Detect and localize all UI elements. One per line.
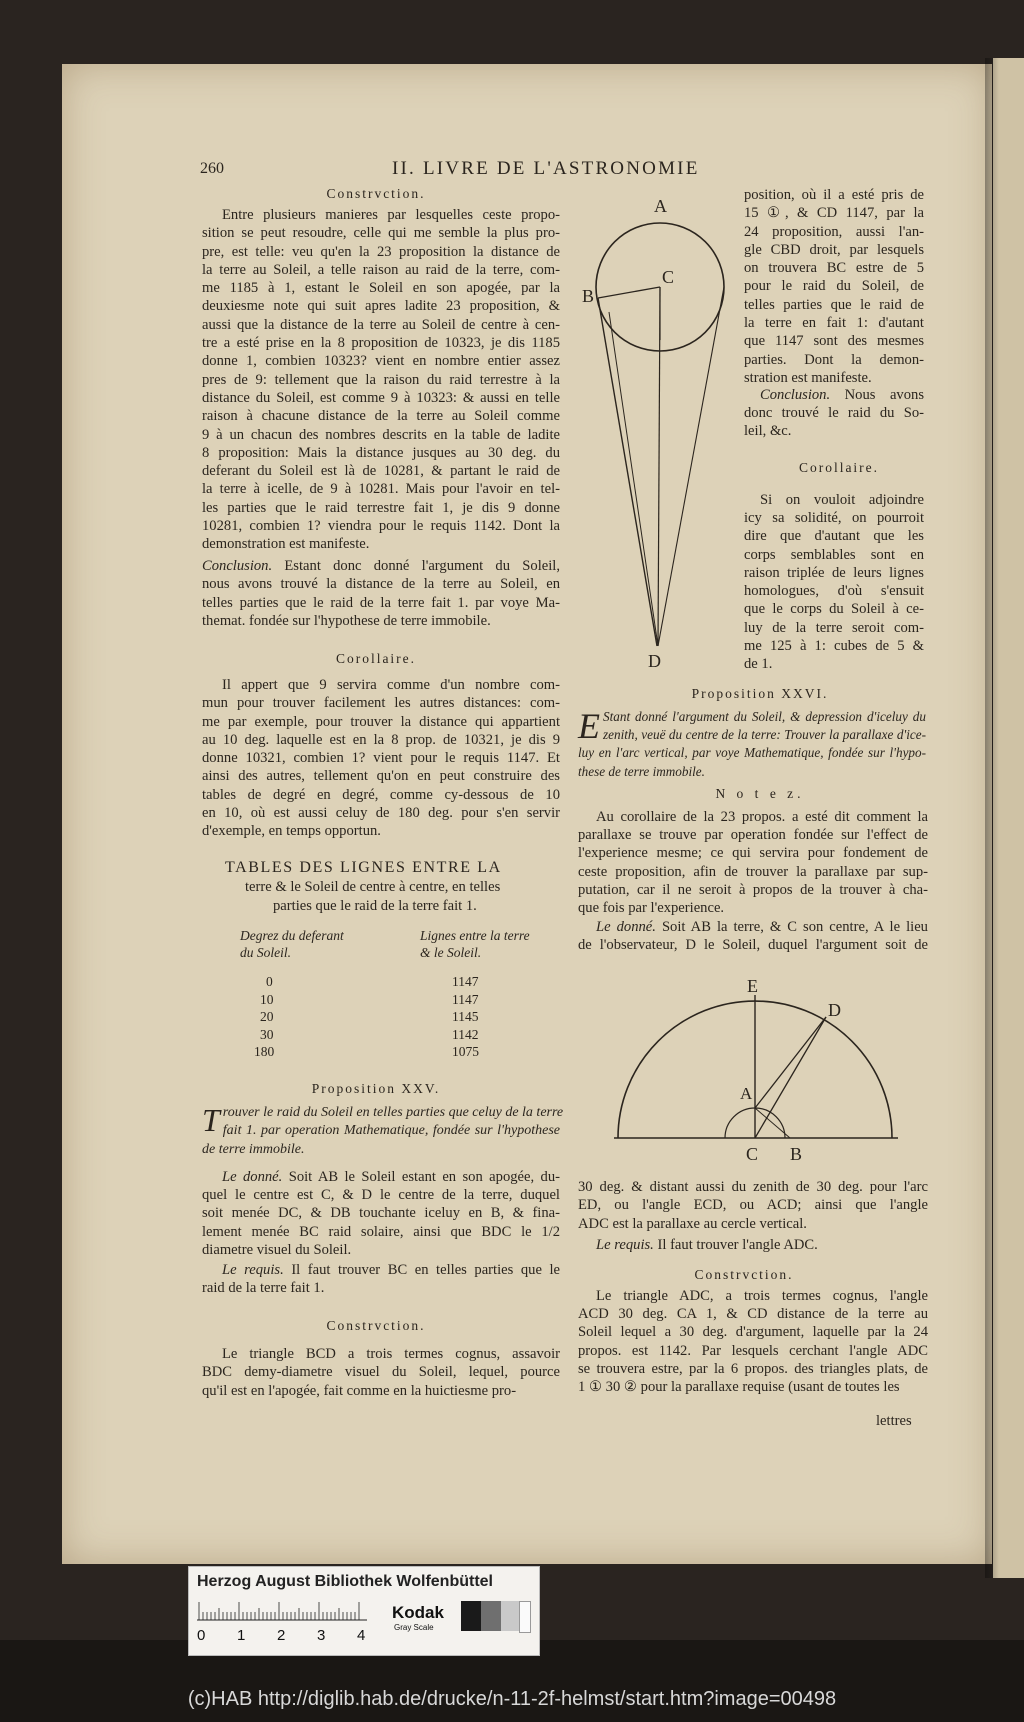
proposition-25-statement — [202, 1102, 564, 1159]
donne-line: Soit AB le Soleil estant en son apogée, du- — [288, 1169, 560, 1185]
text-line: se trouvera estre, par la 6 propos. des triangles plats, de — [578, 1360, 928, 1377]
text-line: aussi que la distance de la terre au Soleil de centre à cen- — [202, 316, 560, 333]
text-line: putation, car il ne seroit à propos de la trouver à cha- — [578, 881, 928, 898]
text-line: pour le raid du Soleil, de — [744, 278, 924, 295]
construction-paragraph-3 — [578, 1305, 928, 1396]
table-cell-distance: 1147 — [452, 991, 479, 1007]
conclusion-line: Estant donc donné l'argument du Soleil, — [284, 558, 560, 574]
ruler-number: 2 — [277, 1627, 286, 1644]
text-line: mun pour trouver facilement les autres distances: com- — [202, 695, 560, 712]
text-line: deferant du Soleil est là de 10281, & partant le raid de — [202, 463, 560, 480]
table-cell-degree: 20 — [260, 1009, 274, 1024]
corollaire-paragraph-2-first — [760, 491, 924, 509]
prop26-line: luy en l'arc vertical, par voye Mathematique, fondée sur l'hypo- — [578, 745, 926, 761]
construction-paragraph-3-first — [596, 1287, 928, 1305]
text-line: icy sa solidité, on pourroit — [744, 510, 924, 526]
color-calibration-card — [188, 1566, 540, 1656]
text-line: corps semblables sont en — [744, 546, 924, 563]
text-line: Il appert que 9 servira comme d'un nombre com- — [222, 677, 560, 693]
table-cell-distance: 1147 — [452, 974, 479, 989]
fig1-label-b: B — [582, 286, 595, 306]
conclusion2-line: donc trouvé le raid du So- — [744, 405, 924, 421]
text-line: propos. est 1142. Par lesquels cerchant l'angle ADC — [578, 1342, 928, 1359]
conclusion-paragraph-2-cont — [744, 404, 924, 441]
distance-table — [240, 928, 540, 1058]
conclusion-label-1: Conclusion. — [202, 558, 273, 574]
notez-heading: N o t e z. — [715, 786, 805, 801]
text-line: pres de 9: tellement que la raison du raid terrestre à la — [202, 371, 560, 388]
figure-sun-earth-tangent — [578, 190, 738, 670]
text-line: ACD 30 deg. CA 1, & CD distance de la terre au — [578, 1306, 928, 1322]
donne-paragraph-2-cont — [578, 936, 928, 954]
ruler-number: 1 — [237, 1627, 246, 1644]
table-cell-degree: 0 — [266, 974, 273, 989]
notez-paragraph — [578, 826, 928, 917]
donne-paragraph-2 — [596, 918, 928, 936]
text-line: ADC est la parallaxe au cercle vertical. — [578, 1215, 807, 1232]
corollaire-paragraph-1 — [202, 676, 560, 841]
requis-paragraph-1 — [222, 1261, 560, 1279]
text-line: que 1147 sont des mesmes — [744, 333, 924, 350]
text-line: la terre au Soleil, a telle raison au raid de la terre, com- — [202, 261, 560, 278]
text-line: en 10, où est aussi celuy de 180 deg. pour s'en servir — [202, 805, 560, 822]
table-col1-header: Degrez du deferant — [240, 928, 344, 943]
text-line: tables de degré en degré, comme cy-dessous de 10 — [202, 786, 560, 803]
ruler-number: 3 — [317, 1627, 326, 1644]
footer-url: (c)HAB http://diglib.hab.de/drucke/n-11-2f-helmst/start.htm?image=00498 — [187, 1688, 837, 1710]
text-line: l'experience mesme; ce qui servira pour fondement de — [578, 845, 928, 862]
donne-label-1: Le donné. — [222, 1169, 283, 1185]
text-line: la terre en fait 1: d'autant — [744, 315, 924, 332]
corollaire-heading-2: Corollaire. — [798, 460, 880, 475]
notez-paragraph-first — [596, 808, 928, 826]
ruler-scale-icon — [197, 1601, 367, 1621]
fig2-label-c: C — [746, 1144, 759, 1164]
text-line: dire que d'autant que les — [744, 528, 924, 545]
gray-patch-white — [519, 1601, 531, 1633]
table-col2-header: & le Soleil. — [420, 945, 482, 960]
donne-label-2: Le donné. — [596, 919, 656, 935]
card-title: Herzog August Bibliothek Wolfenbüttel — [197, 1573, 493, 1590]
text-line: que fois par l'experience. — [578, 900, 725, 917]
requis-label-1: Le requis. — [222, 1262, 284, 1278]
text-line: sition se peut resoudre, celle qui me semble la plus pro- — [202, 225, 560, 242]
conclusion-paragraph-1 — [202, 557, 560, 630]
figure-parallax-semicircle — [600, 968, 920, 1168]
kodak-brand: Kodak — [392, 1603, 444, 1622]
donne-paragraph-1 — [222, 1168, 560, 1186]
requis-paragraph-1-cont — [202, 1279, 560, 1297]
conclusion2-line: leil, &c. — [744, 423, 792, 440]
fig2-label-d: D — [828, 1000, 841, 1020]
table-cell-distance: 1145 — [452, 1009, 479, 1024]
gray-patch-light — [501, 1601, 519, 1631]
text-line: me par exemple, pour trouver la distance qui appartient — [202, 713, 560, 730]
text-line: qu'il est en l'apogée, fait comme en la huictiesme pro- — [202, 1382, 517, 1399]
table-cell-distance: 1142 — [452, 1026, 479, 1042]
text-line: donne 10321, combien 1? vient pour le requis 1147. Et — [202, 750, 560, 767]
text-line: me 125 à 1: cubes de 5 & — [744, 638, 924, 655]
text-line: 9 à un chacun des nombres descrits en la table de ladite — [202, 426, 560, 443]
table-col1-header: du Soleil. — [240, 945, 291, 960]
construction-heading-3: Constrvction. — [694, 1267, 794, 1282]
text-line: raison triplée de leurs lignes — [744, 564, 924, 581]
page-number: 260 — [200, 160, 224, 177]
conclusion-line: themat. fondée sur l'hypothese de terre immobile. — [202, 612, 491, 629]
text-line: les parties que le raid terrestre fait 1, je dis 9 donne — [202, 499, 560, 516]
text-line: 24 proposition, aussi l'an- — [744, 223, 924, 240]
conclusion-label-2: Conclusion. — [760, 387, 831, 403]
donne-line: quel le centre est C, & D le centre de la terre, duquel — [202, 1187, 560, 1203]
text-line: 30 deg. & distant aussi du zenith de 30 deg. pour l'arc — [578, 1179, 928, 1195]
corollaire-heading-1: Corollaire. — [335, 651, 417, 666]
ruler-number: 4 — [357, 1627, 366, 1644]
fig1-label-c: C — [662, 267, 675, 287]
construction3-line: Le triangle ADC, a trois termes cognus, l'angle — [596, 1288, 928, 1304]
dropcap-t: T — [202, 1102, 220, 1138]
donne-line: soit menée DC, & DB touchante iceluy en B, & fina- — [202, 1205, 560, 1222]
donne2-line: de l'observateur, D le Soleil, duquel l'argument soit de — [578, 937, 928, 953]
text-line: tre a esté prise en la 8 proposition de 10323, je dis 1185 — [202, 335, 560, 352]
text-line: donne 1, combien 10323? vient en nombre entier assez — [202, 353, 560, 370]
text-line: 10281, combien 1? viendra pour le requis 1142. Dont la — [202, 518, 560, 535]
prop26-line: these de terre immobile. — [578, 763, 705, 779]
conclusion-paragraph-2 — [760, 386, 924, 404]
corollaire-paragraph-2 — [744, 509, 924, 674]
dropcap-e: E — [578, 706, 600, 746]
construction-paragraph-2 — [202, 1345, 560, 1400]
table-cell-degree: 10 — [260, 991, 274, 1007]
gray-patch-mid — [481, 1601, 501, 1631]
donne2-line: Soit AB la terre, & C son centre, A le lieu — [661, 919, 928, 935]
text-line: Soleil lequel a 30 deg. d'argument, laquelle par la 24 — [578, 1324, 928, 1341]
table-title: TABLES DES LIGNES ENTRE LA — [225, 859, 502, 876]
text-line: deuxiesme note qui suit apres ladite 23 proposition, & — [202, 298, 560, 315]
text-line: BDC demy-diametre visuel du Soleil, lequel, pource — [202, 1364, 560, 1381]
text-line: telles parties que le raid de — [744, 296, 924, 313]
requis-paragraph-2 — [596, 1236, 928, 1254]
prop25-line: de terre immobile. — [202, 1141, 305, 1157]
table-cell-degree: 180 — [254, 1044, 275, 1059]
fig1-label-a: A — [654, 196, 667, 216]
text-line: gle CBD droit, par lesquels — [744, 241, 924, 258]
text-line: distance du Soleil, est comme 9 à 10323: & aussi en telle — [202, 389, 560, 406]
requis-line: Il faut trouver BC en telles parties que le — [291, 1262, 561, 1278]
gray-patch-black — [461, 1601, 481, 1631]
donne-line: lement menée BC raid solaire, ainsi que BDC le 1/2 — [202, 1223, 560, 1240]
text-line: ainsi des autres, tellement qu'on en peut construire des — [202, 768, 560, 785]
text-line: Le triangle BCD a trois termes cognus, assavoir — [222, 1346, 560, 1362]
catchword: lettres — [876, 1413, 912, 1429]
prop26-line: zenith, veuë du centre de la terre: Trouver la parallaxe d'ice- — [603, 727, 926, 743]
fig2-label-a: A — [740, 1084, 753, 1103]
text-line: homologues, d'où s'ensuit — [744, 583, 924, 600]
construction-paragraph-1 — [202, 206, 560, 554]
prop26-line: Stant donné l'argument du Soleil, & depression d'iceluy du — [603, 709, 926, 724]
fig1-label-d: D — [648, 651, 661, 670]
donne-paragraph-1-cont — [202, 1186, 560, 1259]
fig2-label-e: E — [747, 976, 758, 996]
notez-line: Au corollaire de la 23 propos. a esté dit comment la — [596, 809, 928, 825]
prop25-line: rouver le raid du Soleil en telles parties que celuy de la terre — [222, 1105, 564, 1120]
text-line: que le corps du Soleil à ce- — [744, 601, 924, 618]
text-line: on trouvera BC estre de 5 — [744, 260, 924, 277]
proposition-26-heading: Proposition XXVI. — [691, 686, 829, 701]
text-line: luy de la terre seroit com- — [744, 619, 924, 636]
proposition-26-statement — [578, 708, 926, 781]
table-subtitle-2: parties que le raid de la terre fait 1. — [273, 898, 477, 914]
text-line: me 1185 à 1, estant le Soleil en son apogée, par la — [202, 280, 560, 297]
table-col2-header: Lignes entre la terre — [420, 928, 530, 943]
text-line: de 1. — [744, 656, 773, 673]
corollaire2-line: Si on vouloit adjoindre — [760, 492, 924, 508]
text-line: parties. Dont la demon- — [744, 351, 924, 368]
conclusion-line: nous avons trouvé la distance de la terre au Soleil, en — [202, 576, 560, 593]
text-line: parallaxe se trouve par operation fondée sur l'effect de — [578, 827, 928, 843]
text-line: demonstration est manifeste. — [202, 536, 370, 553]
requis-label-2: Le requis. — [596, 1237, 654, 1253]
gutter-shadow — [985, 58, 999, 1578]
construction-heading-1: Constrvction. — [326, 186, 426, 201]
donne-line: diametre visuel du Soleil. — [202, 1241, 352, 1258]
proposition-25-heading: Proposition XXV. — [311, 1081, 441, 1096]
text-line: 15 ①, & CD 1147, par la — [744, 205, 924, 222]
running-head: II. LIVRE DE L'ASTRONOMIE — [392, 158, 700, 179]
prop25-line: fait 1. par operation Mathematique, fondée sur l'hypothese — [222, 1123, 560, 1139]
text-line: au 10 deg. laquelle est en la 8 prop. de 10321, je dis 9 — [202, 731, 560, 748]
ruler-number: 0 — [197, 1627, 206, 1644]
text-line: raison à chacune distance de la terre au Soleil comme — [202, 408, 560, 425]
requis2-line: Il faut trouver l'angle ADC. — [657, 1237, 818, 1253]
conclusion-line: telles parties que le raid de la terre fait 1. par voye Ma- — [202, 594, 560, 611]
kodak-subtitle: Gray Scale — [394, 1623, 434, 1632]
right-top-paragraph — [744, 186, 924, 387]
text-line: d'exemple, en temps opportun. — [202, 823, 381, 840]
text-line: 1 ① 30 ② pour la parallaxe requise (usant de toutes les — [578, 1379, 900, 1396]
text-line: ceste proposition, afin de trouver la parallaxe par sup- — [578, 863, 928, 880]
text-line: stration est manifeste. — [744, 369, 872, 386]
text-line: Entre plusieurs manieres par lesquelles ceste propo- — [222, 207, 560, 223]
text-line: 8 proposition: Mais la distance jusques au 30 deg. du — [202, 444, 560, 461]
construction-heading-2: Constrvction. — [326, 1318, 426, 1333]
table-cell-degree: 30 — [260, 1026, 274, 1042]
fig2-label-b: B — [790, 1144, 803, 1164]
table-cell-distance: 1075 — [452, 1044, 479, 1059]
text-line: pre, est telle: veu qu'en la 23 proposition la distance de — [202, 243, 560, 260]
after-figure-paragraph — [578, 1178, 928, 1233]
table-subtitle-1: terre & le Soleil de centre à centre, en telles — [245, 879, 501, 895]
requis-line: raid de la terre fait 1. — [202, 1280, 325, 1296]
text-line: position, où il a esté pris de — [744, 187, 924, 203]
text-line: ED, ou l'angle ECD, ou ACD; ainsi que l'angle — [578, 1197, 928, 1214]
text-line: la terre à icelle, de 9 à 10281. Mais pour l'avoir en tel- — [202, 481, 560, 498]
conclusion2-line: Nous avons — [844, 387, 924, 403]
